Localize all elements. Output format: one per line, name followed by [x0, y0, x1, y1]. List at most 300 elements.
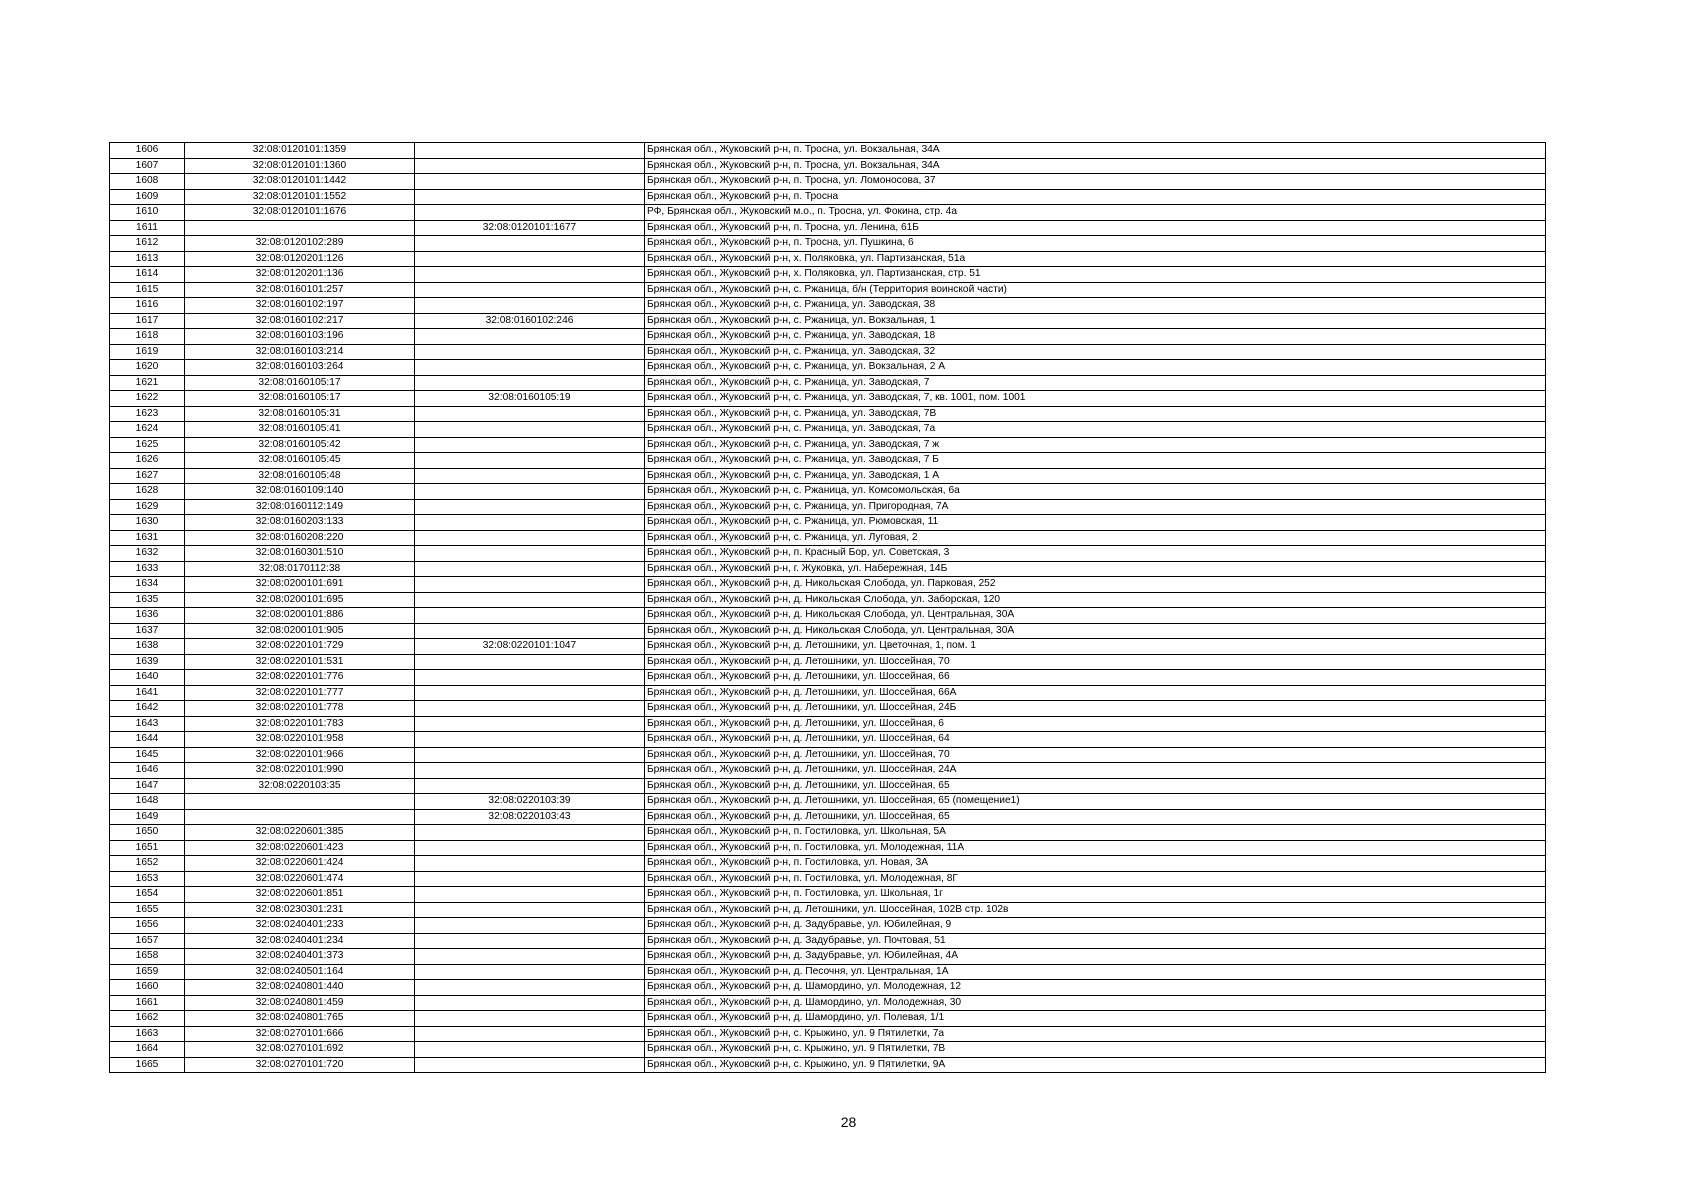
- related-cadastral-number-cell: [415, 747, 645, 763]
- table-row: [110, 747, 1546, 763]
- table-row: [110, 344, 1546, 360]
- row-number-cell: 1649: [110, 809, 185, 825]
- cadastral-number-cell: 32:08:0120101:1676: [185, 205, 415, 221]
- related-cadastral-number-cell: [415, 143, 645, 159]
- row-number-cell: 1664: [110, 1042, 185, 1058]
- cadastral-number-cell: 32:08:0160102:197: [185, 298, 415, 314]
- address-cell: Брянская обл., Жуковский р-н, д. Летошники, ул. Шоссейная, 65: [645, 778, 1546, 794]
- cadastral-number-cell: 32:08:0160208:220: [185, 530, 415, 546]
- row-number-cell: 1648: [110, 794, 185, 810]
- row-number-cell: 1628: [110, 484, 185, 500]
- address-cell: Брянская обл., Жуковский р-н, с. Крыжино, ул. 9 Пятилетки, 7а: [645, 1026, 1546, 1042]
- related-cadastral-number-cell: [415, 174, 645, 190]
- related-cadastral-number-cell: [415, 902, 645, 918]
- address-cell: Брянская обл., Жуковский р-н, п. Гостиловка, ул. Молодежная, 8Г: [645, 871, 1546, 887]
- table-row: [110, 267, 1546, 283]
- cadastral-number-cell: 32:08:0240801:440: [185, 980, 415, 996]
- cadastral-number-cell: 32:08:0270101:720: [185, 1057, 415, 1073]
- cadastral-number-cell: 32:08:0160101:257: [185, 282, 415, 298]
- row-number-cell: 1637: [110, 623, 185, 639]
- row-number-cell: 1629: [110, 499, 185, 515]
- related-cadastral-number-cell: [415, 298, 645, 314]
- table-row: [110, 654, 1546, 670]
- related-cadastral-number-cell: [415, 701, 645, 717]
- address-cell: Брянская обл., Жуковский р-н, д. Летошники, ул. Шоссейная, 66А: [645, 685, 1546, 701]
- related-cadastral-number-cell: [415, 918, 645, 934]
- row-number-cell: 1608: [110, 174, 185, 190]
- row-number-cell: 1620: [110, 360, 185, 376]
- row-number-cell: 1632: [110, 546, 185, 562]
- row-number-cell: 1625: [110, 437, 185, 453]
- cadastral-number-cell: 32:08:0220101:729: [185, 639, 415, 655]
- related-cadastral-number-cell: [415, 964, 645, 980]
- row-number-cell: 1618: [110, 329, 185, 345]
- address-cell: Брянская обл., Жуковский р-н, п. Тросна, ул. Ленина, 61Б: [645, 220, 1546, 236]
- related-cadastral-number-cell: [415, 654, 645, 670]
- address-cell: Брянская обл., Жуковский р-н, д. Летошники, ул. Шоссейная, 66: [645, 670, 1546, 686]
- related-cadastral-number-cell: [415, 856, 645, 872]
- address-cell: Брянская обл., Жуковский р-н, п. Тросна, ул. Пушкина, 6: [645, 236, 1546, 252]
- address-cell: Брянская обл., Жуковский р-н, с. Крыжино, ул. 9 Пятилетки, 7В: [645, 1042, 1546, 1058]
- table-row: [110, 918, 1546, 934]
- table-row: [110, 1026, 1546, 1042]
- row-number-cell: 1626: [110, 453, 185, 469]
- row-number-cell: 1612: [110, 236, 185, 252]
- row-number-cell: 1622: [110, 391, 185, 407]
- table-row: [110, 1042, 1546, 1058]
- cadastral-number-cell: 32:08:0220101:783: [185, 716, 415, 732]
- cadastral-number-cell: 32:08:0120101:1552: [185, 189, 415, 205]
- cadastral-number-cell: 32:08:0220601:474: [185, 871, 415, 887]
- row-number-cell: 1661: [110, 995, 185, 1011]
- table-row: [110, 515, 1546, 531]
- address-cell: Брянская обл., Жуковский р-н, с. Ржаница, ул. Заводская, 7 ж: [645, 437, 1546, 453]
- table-row: [110, 623, 1546, 639]
- related-cadastral-number-cell: [415, 778, 645, 794]
- cadastral-number-cell: 32:08:0160105:45: [185, 453, 415, 469]
- row-number-cell: 1654: [110, 887, 185, 903]
- address-cell: Брянская обл., Жуковский р-н, п. Тросна, ул. Ломоносова, 37: [645, 174, 1546, 190]
- cadastral-number-cell: 32:08:0160105:17: [185, 391, 415, 407]
- cadastral-number-cell: 32:08:0240801:765: [185, 1011, 415, 1027]
- cadastral-number-cell: 32:08:0270101:692: [185, 1042, 415, 1058]
- address-cell: Брянская обл., Жуковский р-н, д. Задубравье, ул. Юбилейная, 9: [645, 918, 1546, 934]
- related-cadastral-number-cell: 32:08:0120101:1677: [415, 220, 645, 236]
- related-cadastral-number-cell: [415, 344, 645, 360]
- address-cell: Брянская обл., Жуковский р-н, с. Ржаница, ул. Рюмовская, 11: [645, 515, 1546, 531]
- address-cell: Брянская обл., Жуковский р-н, п. Гостиловка, ул. Молодежная, 11А: [645, 840, 1546, 856]
- address-cell: Брянская обл., Жуковский р-н, д. Летошники, ул. Шоссейная, 70: [645, 747, 1546, 763]
- related-cadastral-number-cell: [415, 282, 645, 298]
- row-number-cell: 1606: [110, 143, 185, 159]
- related-cadastral-number-cell: [415, 763, 645, 779]
- table-row: [110, 1011, 1546, 1027]
- row-number-cell: 1643: [110, 716, 185, 732]
- row-number-cell: 1660: [110, 980, 185, 996]
- row-number-cell: 1610: [110, 205, 185, 221]
- row-number-cell: 1615: [110, 282, 185, 298]
- row-number-cell: 1653: [110, 871, 185, 887]
- related-cadastral-number-cell: [415, 871, 645, 887]
- cadastral-number-cell: 32:08:0160112:149: [185, 499, 415, 515]
- related-cadastral-number-cell: [415, 515, 645, 531]
- address-cell: Брянская обл., Жуковский р-н, д. Задубравье, ул. Почтовая, 51: [645, 933, 1546, 949]
- cadastral-number-cell: 32:08:0160103:196: [185, 329, 415, 345]
- related-cadastral-number-cell: [415, 499, 645, 515]
- related-cadastral-number-cell: [415, 685, 645, 701]
- row-number-cell: 1642: [110, 701, 185, 717]
- table-row: [110, 360, 1546, 376]
- cadastral-number-cell: 32:08:0220101:966: [185, 747, 415, 763]
- address-cell: Брянская обл., Жуковский р-н, д. Никольская Слобода, ул. Заборская, 120: [645, 592, 1546, 608]
- table-row: [110, 763, 1546, 779]
- row-number-cell: 1665: [110, 1057, 185, 1073]
- registry-table: [109, 142, 1546, 1073]
- cadastral-number-cell: 32:08:0200101:886: [185, 608, 415, 624]
- related-cadastral-number-cell: [415, 453, 645, 469]
- related-cadastral-number-cell: [415, 422, 645, 438]
- table-row: [110, 732, 1546, 748]
- address-cell: Брянская обл., Жуковский р-н, с. Ржаница, ул. Заводская, 7: [645, 375, 1546, 391]
- related-cadastral-number-cell: [415, 732, 645, 748]
- table-row: [110, 484, 1546, 500]
- address-cell: Брянская обл., Жуковский р-н, п. Тросна: [645, 189, 1546, 205]
- address-cell: Брянская обл., Жуковский р-н, с. Ржаница, ул. Заводская, 38: [645, 298, 1546, 314]
- address-cell: Брянская обл., Жуковский р-н, п. Гостиловка, ул. Школьная, 5А: [645, 825, 1546, 841]
- related-cadastral-number-cell: [415, 1011, 645, 1027]
- related-cadastral-number-cell: [415, 887, 645, 903]
- row-number-cell: 1609: [110, 189, 185, 205]
- related-cadastral-number-cell: [415, 375, 645, 391]
- row-number-cell: 1627: [110, 468, 185, 484]
- related-cadastral-number-cell: 32:08:0160102:246: [415, 313, 645, 329]
- row-number-cell: 1635: [110, 592, 185, 608]
- page-number: 28: [840, 1114, 857, 1130]
- address-cell: Брянская обл., Жуковский р-н, с. Ржаница, ул. Комсомольская, 6а: [645, 484, 1546, 500]
- row-number-cell: 1613: [110, 251, 185, 267]
- related-cadastral-number-cell: [415, 716, 645, 732]
- related-cadastral-number-cell: [415, 577, 645, 593]
- table-row: [110, 406, 1546, 422]
- cadastral-number-cell: 32:08:0220103:35: [185, 778, 415, 794]
- table-row: [110, 561, 1546, 577]
- address-cell: Брянская обл., Жуковский р-н, д. Летошники, ул. Шоссейная, 65 (помещение1): [645, 794, 1546, 810]
- table-row: [110, 577, 1546, 593]
- table-row: [110, 980, 1546, 996]
- table-row: [110, 592, 1546, 608]
- row-number-cell: 1634: [110, 577, 185, 593]
- row-number-cell: 1644: [110, 732, 185, 748]
- table-row: [110, 871, 1546, 887]
- cadastral-number-cell: 32:08:0160105:42: [185, 437, 415, 453]
- related-cadastral-number-cell: [415, 1057, 645, 1073]
- table-row: [110, 375, 1546, 391]
- related-cadastral-number-cell: [415, 1042, 645, 1058]
- table-row: [110, 685, 1546, 701]
- table-row: [110, 189, 1546, 205]
- cadastral-number-cell: 32:08:0220101:990: [185, 763, 415, 779]
- address-cell: Брянская обл., Жуковский р-н, д. Никольская Слобода, ул. Центральная, 30А: [645, 623, 1546, 639]
- address-cell: Брянская обл., Жуковский р-н, с. Ржаница, ул. Заводская, 1 А: [645, 468, 1546, 484]
- address-cell: Брянская обл., Жуковский р-н, д. Летошники, ул. Шоссейная, 65: [645, 809, 1546, 825]
- related-cadastral-number-cell: [415, 468, 645, 484]
- address-cell: Брянская обл., Жуковский р-н, д. Летошники, ул. Шоссейная, 24Б: [645, 701, 1546, 717]
- table-row: [110, 298, 1546, 314]
- address-cell: Брянская обл., Жуковский р-н, д. Летошники, ул. Шоссейная, 6: [645, 716, 1546, 732]
- row-number-cell: 1655: [110, 902, 185, 918]
- address-cell: Брянская обл., Жуковский р-н, п. Тросна, ул. Вокзальная, 34А: [645, 143, 1546, 159]
- cadastral-number-cell: 32:08:0220101:777: [185, 685, 415, 701]
- cadastral-number-cell: 32:08:0240401:373: [185, 949, 415, 965]
- row-number-cell: 1631: [110, 530, 185, 546]
- related-cadastral-number-cell: [415, 949, 645, 965]
- row-number-cell: 1630: [110, 515, 185, 531]
- related-cadastral-number-cell: [415, 592, 645, 608]
- table-row: [110, 778, 1546, 794]
- cadastral-number-cell: 32:08:0160105:41: [185, 422, 415, 438]
- cadastral-number-cell: 32:08:0270101:666: [185, 1026, 415, 1042]
- row-number-cell: 1663: [110, 1026, 185, 1042]
- address-cell: Брянская обл., Жуковский р-н, с. Ржаница, ул. Вокзальная, 2 А: [645, 360, 1546, 376]
- row-number-cell: 1641: [110, 685, 185, 701]
- related-cadastral-number-cell: [415, 546, 645, 562]
- table-row: [110, 949, 1546, 965]
- address-cell: Брянская обл., Жуковский р-н, п. Гостиловка, ул. Новая, 3А: [645, 856, 1546, 872]
- table-row: [110, 391, 1546, 407]
- row-number-cell: 1639: [110, 654, 185, 670]
- related-cadastral-number-cell: [415, 825, 645, 841]
- row-number-cell: 1623: [110, 406, 185, 422]
- cadastral-number-cell: 32:08:0160109:140: [185, 484, 415, 500]
- cadastral-number-cell: 32:08:0240401:233: [185, 918, 415, 934]
- address-cell: Брянская обл., Жуковский р-н, с. Ржаница, ул. Заводская, 7 Б: [645, 453, 1546, 469]
- address-cell: Брянская обл., Жуковский р-н, д. Летошники, ул. Шоссейная, 24А: [645, 763, 1546, 779]
- related-cadastral-number-cell: [415, 530, 645, 546]
- table-row: [110, 499, 1546, 515]
- cadastral-number-cell: 32:08:0120101:1442: [185, 174, 415, 190]
- table-row: [110, 670, 1546, 686]
- row-number-cell: 1659: [110, 964, 185, 980]
- row-number-cell: 1619: [110, 344, 185, 360]
- related-cadastral-number-cell: [415, 933, 645, 949]
- cadastral-number-cell: 32:08:0160103:214: [185, 344, 415, 360]
- table-row: [110, 158, 1546, 174]
- row-number-cell: 1617: [110, 313, 185, 329]
- table-row: [110, 453, 1546, 469]
- table-row: [110, 282, 1546, 298]
- related-cadastral-number-cell: [415, 840, 645, 856]
- table-row: [110, 825, 1546, 841]
- table-row: [110, 437, 1546, 453]
- cadastral-number-cell: 32:08:0220101:778: [185, 701, 415, 717]
- cadastral-number-cell: 32:08:0220101:776: [185, 670, 415, 686]
- table-row: [110, 809, 1546, 825]
- cadastral-number-cell: 32:08:0160105:31: [185, 406, 415, 422]
- table-row: [110, 329, 1546, 345]
- row-number-cell: 1657: [110, 933, 185, 949]
- row-number-cell: 1633: [110, 561, 185, 577]
- cadastral-number-cell: [185, 809, 415, 825]
- cadastral-number-cell: 32:08:0240501:164: [185, 964, 415, 980]
- address-cell: Брянская обл., Жуковский р-н, с. Ржаница, ул. Заводская, 7а: [645, 422, 1546, 438]
- cadastral-number-cell: 32:08:0220601:424: [185, 856, 415, 872]
- address-cell: Брянская обл., Жуковский р-н, д. Летошники, ул. Цветочная, 1, пом. 1: [645, 639, 1546, 655]
- cadastral-number-cell: 32:08:0160203:133: [185, 515, 415, 531]
- row-number-cell: 1607: [110, 158, 185, 174]
- table-row: [110, 236, 1546, 252]
- related-cadastral-number-cell: [415, 406, 645, 422]
- cadastral-number-cell: [185, 220, 415, 236]
- cadastral-number-cell: 32:08:0120101:1359: [185, 143, 415, 159]
- related-cadastral-number-cell: [415, 437, 645, 453]
- table-row: [110, 902, 1546, 918]
- row-number-cell: 1662: [110, 1011, 185, 1027]
- related-cadastral-number-cell: 32:08:0220103:43: [415, 809, 645, 825]
- address-cell: Брянская обл., Жуковский р-н, д. Шамордино, ул. Полевая, 1/1: [645, 1011, 1546, 1027]
- related-cadastral-number-cell: 32:08:0220101:1047: [415, 639, 645, 655]
- table-row: [110, 794, 1546, 810]
- address-cell: Брянская обл., Жуковский р-н, с. Ржаница, ул. Заводская, 7В: [645, 406, 1546, 422]
- cadastral-number-cell: 32:08:0220101:958: [185, 732, 415, 748]
- table-row: [110, 887, 1546, 903]
- table-row: [110, 468, 1546, 484]
- address-cell: Брянская обл., Жуковский р-н, с. Ржаница, ул. Луговая, 2: [645, 530, 1546, 546]
- related-cadastral-number-cell: [415, 1026, 645, 1042]
- address-cell: Брянская обл., Жуковский р-н, с. Ржаница, ул. Вокзальная, 1: [645, 313, 1546, 329]
- related-cadastral-number-cell: [415, 158, 645, 174]
- related-cadastral-number-cell: [415, 329, 645, 345]
- address-cell: Брянская обл., Жуковский р-н, д. Летошники, ул. Шоссейная, 70: [645, 654, 1546, 670]
- row-number-cell: 1656: [110, 918, 185, 934]
- cadastral-number-cell: 32:08:0240801:459: [185, 995, 415, 1011]
- related-cadastral-number-cell: [415, 670, 645, 686]
- table-row: [110, 701, 1546, 717]
- cadastral-number-cell: 32:08:0120201:126: [185, 251, 415, 267]
- row-number-cell: 1640: [110, 670, 185, 686]
- related-cadastral-number-cell: [415, 189, 645, 205]
- related-cadastral-number-cell: [415, 360, 645, 376]
- address-cell: Брянская обл., Жуковский р-н, д. Летошники, ул. Шоссейная, 102В стр. 102в: [645, 902, 1546, 918]
- row-number-cell: 1658: [110, 949, 185, 965]
- address-cell: Брянская обл., Жуковский р-н, с. Ржаница, б/н (Территория воинской части): [645, 282, 1546, 298]
- address-cell: Брянская обл., Жуковский р-н, х. Поляковка, ул. Партизанская, 51а: [645, 251, 1546, 267]
- related-cadastral-number-cell: 32:08:0220103:39: [415, 794, 645, 810]
- address-cell: Брянская обл., Жуковский р-н, д. Летошники, ул. Шоссейная, 64: [645, 732, 1546, 748]
- cadastral-number-cell: 32:08:0160105:17: [185, 375, 415, 391]
- table-row: [110, 546, 1546, 562]
- table-row: [110, 716, 1546, 732]
- address-cell: Брянская обл., Жуковский р-н, п. Гостиловка, ул. Школьная, 1г: [645, 887, 1546, 903]
- address-cell: Брянская обл., Жуковский р-н, с. Крыжино, ул. 9 Пятилетки, 9А: [645, 1057, 1546, 1073]
- cadastral-number-cell: [185, 794, 415, 810]
- row-number-cell: 1651: [110, 840, 185, 856]
- table-row: [110, 205, 1546, 221]
- table-row: [110, 174, 1546, 190]
- related-cadastral-number-cell: 32:08:0160105:19: [415, 391, 645, 407]
- related-cadastral-number-cell: [415, 561, 645, 577]
- cadastral-number-cell: 32:08:0220601:423: [185, 840, 415, 856]
- row-number-cell: 1647: [110, 778, 185, 794]
- cadastral-number-cell: 32:08:0120102:289: [185, 236, 415, 252]
- row-number-cell: 1646: [110, 763, 185, 779]
- cadastral-number-cell: 32:08:0120201:136: [185, 267, 415, 283]
- row-number-cell: 1616: [110, 298, 185, 314]
- table-row: [110, 313, 1546, 329]
- row-number-cell: 1645: [110, 747, 185, 763]
- cadastral-number-cell: 32:08:0120101:1360: [185, 158, 415, 174]
- cadastral-number-cell: 32:08:0220601:851: [185, 887, 415, 903]
- address-cell: Брянская обл., Жуковский р-н, п. Красный Бор, ул. Советская, 3: [645, 546, 1546, 562]
- related-cadastral-number-cell: [415, 251, 645, 267]
- address-cell: Брянская обл., Жуковский р-н, с. Ржаница, ул. Заводская, 7, кв. 1001, пом. 1001: [645, 391, 1546, 407]
- table-row: [110, 608, 1546, 624]
- cadastral-number-cell: 32:08:0220601:385: [185, 825, 415, 841]
- row-number-cell: 1638: [110, 639, 185, 655]
- cadastral-number-cell: 32:08:0160103:264: [185, 360, 415, 376]
- table-row: [110, 220, 1546, 236]
- address-cell: Брянская обл., Жуковский р-н, д. Шамордино, ул. Молодежная, 12: [645, 980, 1546, 996]
- address-cell: Брянская обл., Жуковский р-н, х. Поляковка, ул. Партизанская, стр. 51: [645, 267, 1546, 283]
- registry-table-body: [110, 143, 1546, 1073]
- cadastral-number-cell: 32:08:0160301:510: [185, 546, 415, 562]
- address-cell: Брянская обл., Жуковский р-н, с. Ржаница, ул. Заводская, 18: [645, 329, 1546, 345]
- row-number-cell: 1636: [110, 608, 185, 624]
- table-row: [110, 639, 1546, 655]
- row-number-cell: 1614: [110, 267, 185, 283]
- cadastral-number-cell: 32:08:0170112:38: [185, 561, 415, 577]
- row-number-cell: 1650: [110, 825, 185, 841]
- related-cadastral-number-cell: [415, 980, 645, 996]
- cadastral-number-cell: 32:08:0160105:48: [185, 468, 415, 484]
- cadastral-number-cell: 32:08:0200101:691: [185, 577, 415, 593]
- related-cadastral-number-cell: [415, 205, 645, 221]
- table-row: [110, 251, 1546, 267]
- row-number-cell: 1611: [110, 220, 185, 236]
- related-cadastral-number-cell: [415, 995, 645, 1011]
- address-cell: Брянская обл., Жуковский р-н, д. Шамордино, ул. Молодежная, 30: [645, 995, 1546, 1011]
- address-cell: РФ, Брянская обл., Жуковский м.о., п. Тросна, ул. Фокина, стр. 4а: [645, 205, 1546, 221]
- address-cell: Брянская обл., Жуковский р-н, д. Никольская Слобода, ул. Центральная, 30А: [645, 608, 1546, 624]
- cadastral-number-cell: 32:08:0160102:217: [185, 313, 415, 329]
- cadastral-number-cell: 32:08:0230301:231: [185, 902, 415, 918]
- related-cadastral-number-cell: [415, 623, 645, 639]
- related-cadastral-number-cell: [415, 236, 645, 252]
- address-cell: Брянская обл., Жуковский р-н, п. Тросна, ул. Вокзальная, 34А: [645, 158, 1546, 174]
- cadastral-number-cell: 32:08:0200101:695: [185, 592, 415, 608]
- address-cell: Брянская обл., Жуковский р-н, д. Никольская Слобода, ул. Парковая, 252: [645, 577, 1546, 593]
- table-row: [110, 840, 1546, 856]
- table-row: [110, 530, 1546, 546]
- address-cell: Брянская обл., Жуковский р-н, г. Жуковка, ул. Набережная, 14Б: [645, 561, 1546, 577]
- table-row: [110, 933, 1546, 949]
- table-row: [110, 1057, 1546, 1073]
- address-cell: Брянская обл., Жуковский р-н, д. Песочня, ул. Центральная, 1А: [645, 964, 1546, 980]
- table-row: [110, 143, 1546, 159]
- address-cell: Брянская обл., Жуковский р-н, с. Ржаница, ул. Пригородная, 7А: [645, 499, 1546, 515]
- row-number-cell: 1624: [110, 422, 185, 438]
- address-cell: Брянская обл., Жуковский р-н, д. Задубравье, ул. Юбилейная, 4А: [645, 949, 1546, 965]
- table-row: [110, 856, 1546, 872]
- cadastral-number-cell: 32:08:0200101:905: [185, 623, 415, 639]
- cadastral-number-cell: 32:08:0240401:234: [185, 933, 415, 949]
- related-cadastral-number-cell: [415, 267, 645, 283]
- related-cadastral-number-cell: [415, 608, 645, 624]
- row-number-cell: 1652: [110, 856, 185, 872]
- table-row: [110, 995, 1546, 1011]
- related-cadastral-number-cell: [415, 484, 645, 500]
- table-row: [110, 422, 1546, 438]
- table-row: [110, 964, 1546, 980]
